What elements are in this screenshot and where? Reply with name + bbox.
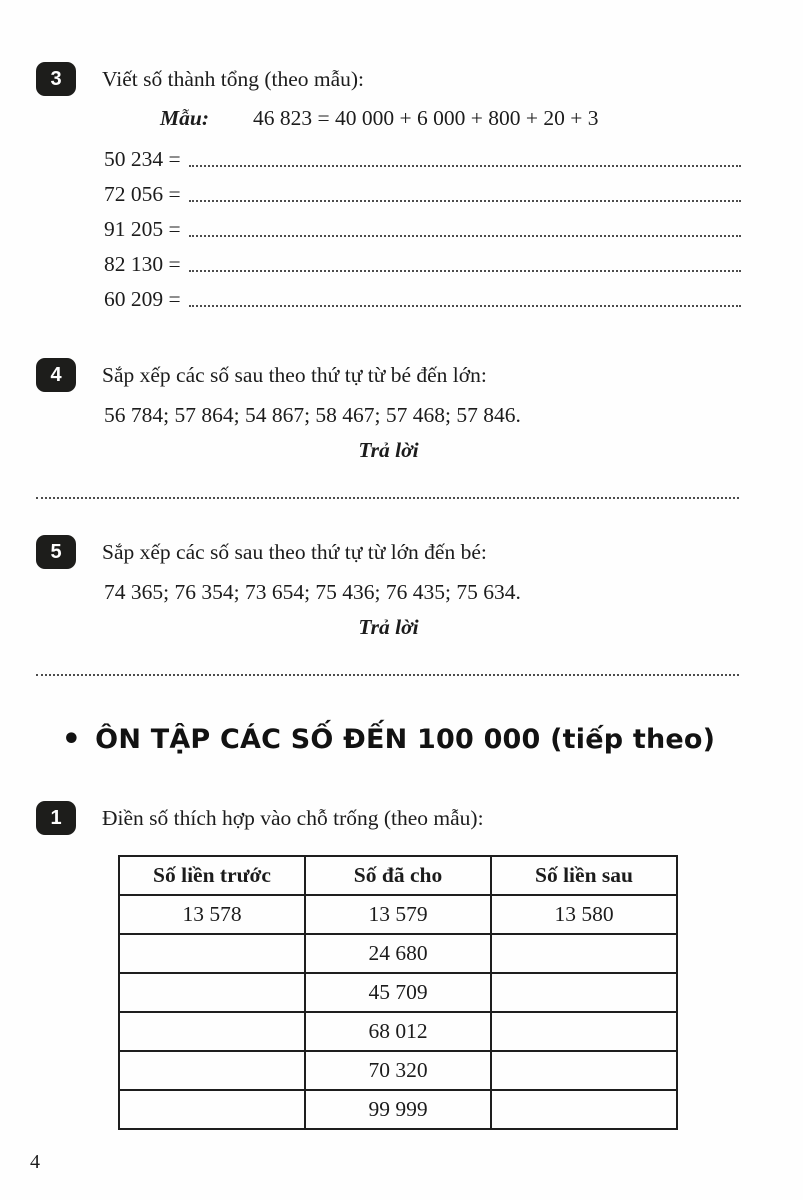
exercise-4-badge: 4 bbox=[36, 358, 76, 392]
dotted-blank bbox=[189, 305, 741, 307]
cell-previous bbox=[119, 973, 305, 1012]
dotted-answer-line bbox=[36, 640, 739, 676]
fill-number: 60 209 = bbox=[104, 287, 181, 311]
page-number: 4 bbox=[30, 1151, 40, 1173]
fill-line bbox=[104, 244, 741, 279]
dotted-answer-line bbox=[36, 463, 739, 499]
cell-given: 68 012 bbox=[305, 1012, 491, 1051]
exercise-1-badge: 1 bbox=[36, 801, 76, 835]
cell-next: 13 580 bbox=[491, 895, 677, 934]
number-table bbox=[118, 855, 678, 1130]
cell-next bbox=[491, 1090, 677, 1129]
table-row bbox=[119, 895, 677, 934]
table-header-row bbox=[119, 856, 677, 895]
cell-previous bbox=[119, 1012, 305, 1051]
exercise-1 bbox=[36, 801, 741, 1130]
fill-number: 82 130 = bbox=[104, 252, 181, 276]
table-row bbox=[119, 973, 677, 1012]
example-label: Mẫu: bbox=[160, 106, 209, 130]
fill-line bbox=[104, 279, 741, 314]
answer-label: Trả lời bbox=[358, 438, 419, 462]
exercise-4-header bbox=[36, 358, 741, 392]
fill-line bbox=[104, 174, 741, 209]
dotted-blank bbox=[189, 270, 741, 272]
exercise-3-example bbox=[160, 106, 741, 131]
table-row bbox=[119, 1090, 677, 1129]
fill-number: 91 205 = bbox=[104, 217, 181, 241]
section-heading bbox=[36, 724, 741, 755]
exercise-5-badge: 5 bbox=[36, 535, 76, 569]
table-row bbox=[119, 934, 677, 973]
cell-previous bbox=[119, 934, 305, 973]
answer-label: Trả lời bbox=[358, 615, 419, 639]
cell-given: 24 680 bbox=[305, 934, 491, 973]
cell-given: 70 320 bbox=[305, 1051, 491, 1090]
exercise-1-prompt: Điền số thích hợp vào chỗ trống (theo mẫu): bbox=[102, 806, 484, 830]
bullet-icon: • bbox=[61, 722, 82, 757]
exercise-5-prompt: Sắp xếp các số sau theo thứ tự từ lớn đến bé: bbox=[102, 540, 487, 564]
cell-given: 45 709 bbox=[305, 973, 491, 1012]
section-title: ÔN TẬP CÁC SỐ ĐẾN 100 000 (tiếp theo) bbox=[95, 724, 716, 755]
exercise-3-prompt: Viết số thành tổng (theo mẫu): bbox=[102, 67, 365, 91]
exercise-5-header bbox=[36, 535, 741, 569]
cell-previous bbox=[119, 1051, 305, 1090]
example-equation: 46 823 = 40 000 + 6 000 + 800 + 20 + 3 bbox=[252, 106, 599, 130]
fill-number: 72 056 = bbox=[104, 182, 181, 206]
col-header-given: Số đã cho bbox=[305, 856, 491, 895]
cell-next bbox=[491, 1012, 677, 1051]
exercise-3 bbox=[36, 62, 741, 314]
exercise-4 bbox=[36, 358, 741, 499]
col-header-previous: Số liền trước bbox=[119, 856, 305, 895]
exercise-3-header bbox=[36, 62, 741, 96]
table-row bbox=[119, 1012, 677, 1051]
cell-given: 99 999 bbox=[305, 1090, 491, 1129]
fill-line bbox=[104, 209, 741, 244]
dotted-blank bbox=[189, 235, 741, 237]
dotted-blank bbox=[189, 165, 741, 167]
exercise-5-numbers: 74 365; 76 354; 73 654; 75 436; 76 435; 75 634. bbox=[104, 580, 521, 604]
exercise-4-prompt: Sắp xếp các số sau theo thứ tự từ bé đến lớn: bbox=[102, 363, 487, 387]
col-header-next: Số liền sau bbox=[491, 856, 677, 895]
exercise-3-badge: 3 bbox=[36, 62, 76, 96]
table-row bbox=[119, 1051, 677, 1090]
fill-line bbox=[104, 139, 741, 174]
cell-given: 13 579 bbox=[305, 895, 491, 934]
cell-previous bbox=[119, 1090, 305, 1129]
cell-next bbox=[491, 1051, 677, 1090]
cell-next bbox=[491, 973, 677, 1012]
cell-previous: 13 578 bbox=[119, 895, 305, 934]
dotted-blank bbox=[189, 200, 741, 202]
cell-next bbox=[491, 934, 677, 973]
fill-number: 50 234 = bbox=[104, 147, 181, 171]
exercise-3-fill-list bbox=[104, 139, 741, 314]
exercise-4-numbers: 56 784; 57 864; 54 867; 58 467; 57 468; 57 846. bbox=[104, 403, 521, 427]
exercise-5 bbox=[36, 535, 741, 676]
exercise-1-header bbox=[36, 801, 741, 835]
